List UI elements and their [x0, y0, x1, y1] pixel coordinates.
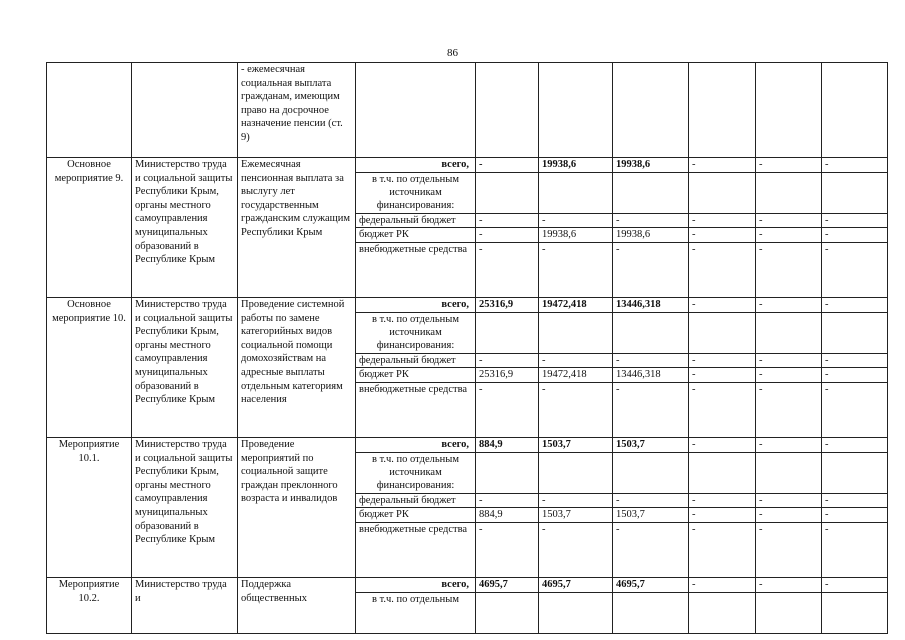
value-cell: - — [689, 158, 756, 173]
budget-table — [46, 62, 888, 634]
value-cell — [613, 592, 689, 633]
value-cell: - — [756, 243, 822, 298]
value-cell — [822, 452, 888, 493]
value-cell: - — [756, 578, 822, 593]
value-cell: 19938,6 — [613, 228, 689, 243]
value-cell: - — [822, 383, 888, 438]
value-cell — [476, 172, 539, 213]
value-cell: 13446,318 — [613, 368, 689, 383]
value-cell: - — [689, 438, 756, 453]
value-cell: - — [822, 438, 888, 453]
value-cell: - — [689, 353, 756, 368]
value-cell: 1503,7 — [539, 438, 613, 453]
value-cell: - — [756, 438, 822, 453]
value-cell: - — [613, 383, 689, 438]
executor-cell: Министерство труда и социальной защиты Республики Крым, органы местного самоуправления муниципальных образований в Республике Крым — [132, 158, 238, 298]
event-cell: Мероприятие 10.2. — [47, 578, 132, 634]
value-cell: 19472,418 — [539, 298, 613, 313]
value-cell: - — [756, 213, 822, 228]
value-cell: - — [756, 508, 822, 523]
source-cell: федеральный бюджет — [356, 213, 476, 228]
value-cell — [756, 452, 822, 493]
source-cell: бюджет РК — [356, 228, 476, 243]
value-cell: - — [476, 493, 539, 508]
value-cell — [689, 312, 756, 353]
source-cell: всего, — [356, 578, 476, 593]
value-cell — [613, 452, 689, 493]
value-cell: 19938,6 — [613, 158, 689, 173]
value-cell: - — [539, 383, 613, 438]
value-cell — [689, 172, 756, 213]
value-cell: - — [689, 368, 756, 383]
value-cell: - — [756, 523, 822, 578]
direction-cell: Ежемесячная пенсионная выплата за выслугу лет государственным гражданским служащим Республики Крым — [238, 158, 356, 298]
value-cell: - — [689, 243, 756, 298]
executor-cell — [132, 63, 238, 158]
value-cell — [756, 172, 822, 213]
value-cell: - — [822, 578, 888, 593]
value-cell — [539, 312, 613, 353]
value-cell: - — [822, 298, 888, 313]
value-cell: - — [756, 298, 822, 313]
value-cell: - — [539, 353, 613, 368]
value-cell: - — [476, 383, 539, 438]
value-cell: - — [689, 493, 756, 508]
table-row — [47, 438, 888, 453]
table-body — [47, 63, 888, 634]
value-cell: 1503,7 — [539, 508, 613, 523]
value-cell: - — [689, 213, 756, 228]
page-number: 86 — [447, 47, 458, 59]
value-cell: - — [539, 243, 613, 298]
source-cell: в т.ч. по отдельным источникам финансирования: — [356, 452, 476, 493]
source-cell: всего, — [356, 438, 476, 453]
value-cell: - — [822, 493, 888, 508]
value-cell: - — [822, 368, 888, 383]
value-cell: 4695,7 — [539, 578, 613, 593]
value-cell: - — [822, 508, 888, 523]
value-cell: - — [689, 578, 756, 593]
value-cell: - — [539, 493, 613, 508]
value-cell — [756, 63, 822, 158]
value-cell — [539, 452, 613, 493]
value-cell — [822, 63, 888, 158]
value-cell: - — [689, 228, 756, 243]
value-cell — [539, 592, 613, 633]
value-cell: - — [756, 158, 822, 173]
value-cell: - — [756, 383, 822, 438]
value-cell: 19938,6 — [539, 158, 613, 173]
value-cell: - — [476, 158, 539, 173]
value-cell: 25316,9 — [476, 368, 539, 383]
executor-cell: Министерство труда и социальной защиты Республики Крым, органы местного самоуправления муниципальных образований в Республике Крым — [132, 438, 238, 578]
direction-cell: Проведение мероприятий по социальной защите граждан преклонного возраста и инвалидов — [238, 438, 356, 578]
source-cell: в т.ч. по отдельным источникам финансирования: — [356, 172, 476, 213]
value-cell — [539, 63, 613, 158]
table-row — [47, 578, 888, 593]
value-cell — [613, 63, 689, 158]
value-cell: - — [689, 523, 756, 578]
value-cell: 25316,9 — [476, 298, 539, 313]
value-cell: - — [822, 158, 888, 173]
event-cell: Мероприятие 10.1. — [47, 438, 132, 578]
source-cell: бюджет РК — [356, 508, 476, 523]
value-cell: 1503,7 — [613, 508, 689, 523]
value-cell: - — [476, 213, 539, 228]
value-cell — [613, 312, 689, 353]
value-cell: 884,9 — [476, 508, 539, 523]
value-cell: - — [476, 523, 539, 578]
value-cell: 884,9 — [476, 438, 539, 453]
value-cell: - — [476, 228, 539, 243]
value-cell — [476, 312, 539, 353]
source-cell: всего, — [356, 298, 476, 313]
value-cell: - — [822, 213, 888, 228]
value-cell — [476, 452, 539, 493]
value-cell: - — [476, 353, 539, 368]
direction-cell: Проведение системной работы по замене категорийных видов социальной помощи домохозяйствам на адресные выплаты отдельным категориям населения — [238, 298, 356, 438]
value-cell — [822, 312, 888, 353]
value-cell: - — [822, 523, 888, 578]
value-cell: - — [539, 213, 613, 228]
value-cell: 4695,7 — [613, 578, 689, 593]
value-cell — [476, 63, 539, 158]
value-cell — [689, 63, 756, 158]
executor-cell: Министерство труда и — [132, 578, 238, 634]
value-cell: 13446,318 — [613, 298, 689, 313]
value-cell: - — [756, 493, 822, 508]
event-cell: Основное мероприятие 9. — [47, 158, 132, 298]
value-cell: - — [756, 368, 822, 383]
value-cell — [689, 592, 756, 633]
value-cell — [689, 452, 756, 493]
direction-cell: Поддержка общественных — [238, 578, 356, 634]
value-cell: - — [613, 493, 689, 508]
value-cell: 19472,418 — [539, 368, 613, 383]
executor-cell: Министерство труда и социальной защиты Республики Крым, органы местного самоуправления муниципальных образований в Республике Крым — [132, 298, 238, 438]
value-cell: - — [822, 353, 888, 368]
value-cell: - — [613, 353, 689, 368]
value-cell — [756, 592, 822, 633]
value-cell: - — [689, 508, 756, 523]
source-cell: внебюджетные средства — [356, 383, 476, 438]
value-cell: - — [613, 523, 689, 578]
value-cell: - — [756, 228, 822, 243]
value-cell — [822, 172, 888, 213]
source-cell: в т.ч. по отдельным — [356, 592, 476, 633]
event-cell — [47, 63, 132, 158]
value-cell: - — [689, 298, 756, 313]
value-cell: - — [476, 243, 539, 298]
value-cell: - — [539, 523, 613, 578]
source-cell: федеральный бюджет — [356, 353, 476, 368]
source-cell — [356, 63, 476, 158]
table-row — [47, 63, 888, 158]
value-cell — [756, 312, 822, 353]
source-cell: всего, — [356, 158, 476, 173]
value-cell: - — [689, 383, 756, 438]
value-cell — [476, 592, 539, 633]
value-cell — [822, 592, 888, 633]
value-cell: - — [613, 243, 689, 298]
value-cell: 19938,6 — [539, 228, 613, 243]
value-cell — [613, 172, 689, 213]
value-cell: - — [613, 213, 689, 228]
value-cell: - — [756, 353, 822, 368]
event-cell: Основное мероприятие 10. — [47, 298, 132, 438]
source-cell: в т.ч. по отдельным источникам финансирования: — [356, 312, 476, 353]
value-cell — [539, 172, 613, 213]
source-cell: федеральный бюджет — [356, 493, 476, 508]
table-row — [47, 158, 888, 173]
value-cell: - — [822, 228, 888, 243]
value-cell: 1503,7 — [613, 438, 689, 453]
source-cell: внебюджетные средства — [356, 523, 476, 578]
direction-cell: - ежемесячная социальная выплата гражданам, имеющим право на досрочное назначение пенсии (ст. 9) — [238, 63, 356, 158]
value-cell: 4695,7 — [476, 578, 539, 593]
source-cell: внебюджетные средства — [356, 243, 476, 298]
value-cell: - — [822, 243, 888, 298]
source-cell: бюджет РК — [356, 368, 476, 383]
table-row — [47, 298, 888, 313]
